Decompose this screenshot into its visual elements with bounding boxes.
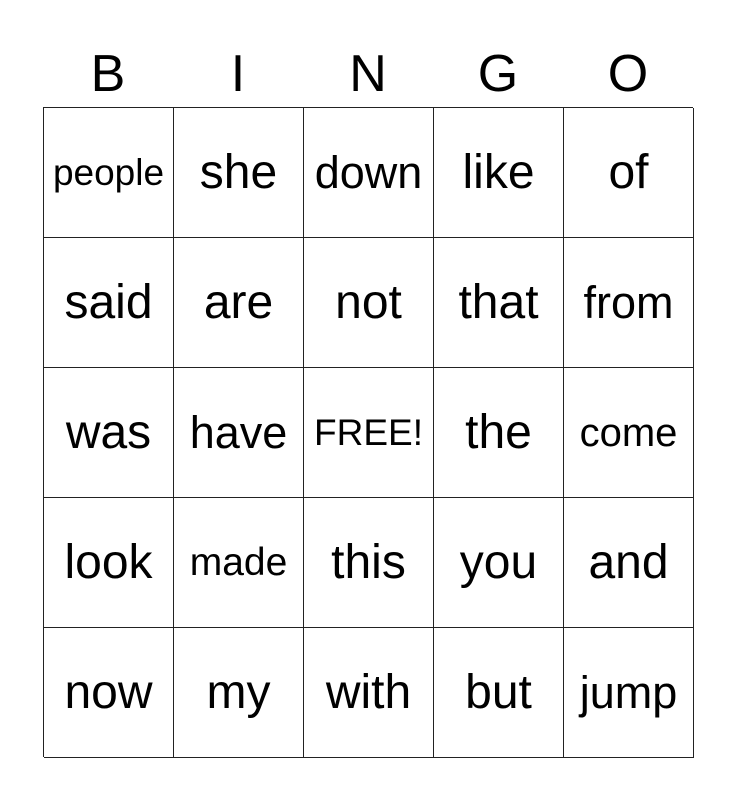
bingo-cell[interactable] xyxy=(44,628,174,758)
bingo-cell[interactable] xyxy=(174,238,304,368)
bingo-cell[interactable] xyxy=(564,368,694,498)
cell-word: of xyxy=(608,145,649,199)
cell-word: and xyxy=(588,535,669,589)
bingo-cell[interactable] xyxy=(174,108,304,238)
cell-word: said xyxy=(64,275,153,329)
bingo-cell[interactable] xyxy=(434,368,564,498)
bingo-cell[interactable] xyxy=(44,238,174,368)
bingo-cell[interactable] xyxy=(564,108,694,238)
bingo-cell[interactable] xyxy=(44,108,174,238)
cell-word: you xyxy=(459,535,538,589)
bingo-cell[interactable] xyxy=(304,238,434,368)
header-letter-i: I xyxy=(230,45,246,103)
bingo-cell[interactable] xyxy=(174,628,304,758)
bingo-cell[interactable] xyxy=(174,368,304,498)
cell-word: she xyxy=(199,145,278,199)
cell-word: are xyxy=(203,275,274,329)
free-space-label: FREE! xyxy=(314,412,423,453)
header-letter-g: G xyxy=(477,45,519,103)
cell-word: not xyxy=(335,275,402,329)
cell-word: but xyxy=(465,665,532,719)
cell-word: this xyxy=(331,535,406,589)
cell-word: down xyxy=(314,147,423,198)
cell-word: look xyxy=(64,535,153,589)
bingo-cell[interactable] xyxy=(174,498,304,628)
bingo-cell[interactable] xyxy=(434,498,564,628)
cell-word: jump xyxy=(579,667,678,718)
free-space[interactable] xyxy=(304,368,434,498)
header-letter-b: B xyxy=(90,45,126,103)
bingo-cell[interactable] xyxy=(304,108,434,238)
bingo-cell[interactable] xyxy=(44,368,174,498)
bingo-cell[interactable] xyxy=(434,238,564,368)
cell-word: come xyxy=(579,410,678,455)
bingo-cell[interactable] xyxy=(44,498,174,628)
bingo-header xyxy=(43,42,693,106)
header-letter-o: O xyxy=(607,45,649,103)
bingo-cell[interactable] xyxy=(564,498,694,628)
bingo-cell[interactable] xyxy=(564,628,694,758)
bingo-board xyxy=(43,107,693,757)
cell-word: was xyxy=(65,405,152,459)
cell-word: have xyxy=(189,407,288,458)
bingo-cell[interactable] xyxy=(434,628,564,758)
cell-word: that xyxy=(458,275,539,329)
cell-word: my xyxy=(206,665,271,719)
cell-word: like xyxy=(462,145,535,199)
cell-word: now xyxy=(64,665,153,719)
bingo-cell[interactable] xyxy=(304,498,434,628)
cell-word: made xyxy=(189,541,288,584)
bingo-cell[interactable] xyxy=(304,628,434,758)
cell-word: people xyxy=(52,152,165,193)
bingo-cell[interactable] xyxy=(564,238,694,368)
cell-word: with xyxy=(325,665,412,719)
cell-word: the xyxy=(465,405,532,459)
bingo-cell[interactable] xyxy=(434,108,564,238)
cell-word: from xyxy=(583,277,674,328)
header-letter-n: N xyxy=(349,45,387,103)
